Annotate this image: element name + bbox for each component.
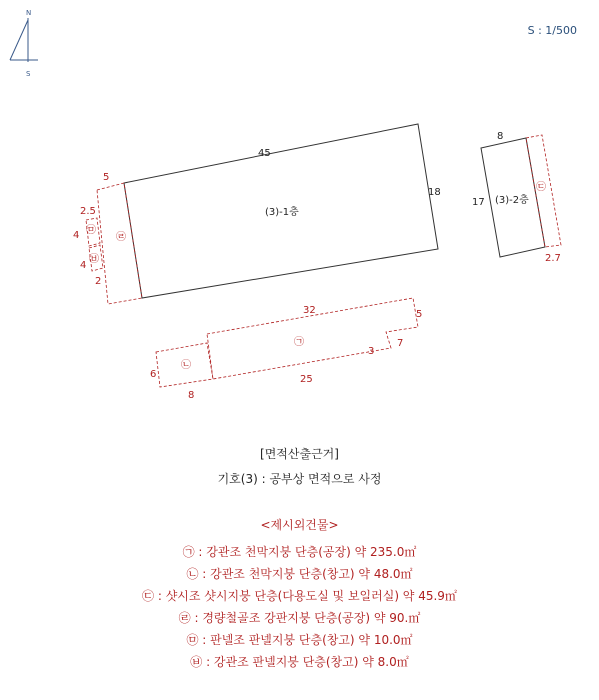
north-label: N — [26, 9, 32, 17]
dim-left-4a: 4 — [73, 230, 80, 241]
legend-item: ㉣ : 경량철골조 강판지붕 단층(공장) 약 90.㎡ — [178, 611, 421, 625]
symbol-e: ㉤ — [86, 225, 96, 236]
scale-label: S : 1/500 — [527, 24, 577, 37]
north-arrow-icon — [10, 9, 38, 78]
dim-second-top: 8 — [497, 131, 504, 142]
annex-d — [97, 183, 142, 304]
legend-item: ㉡ : 강관조 천막지붕 단층(창고) 약 48.0㎡ — [186, 567, 413, 581]
dim-left-4b: 4 — [80, 260, 87, 271]
dim-second-left: 17 — [472, 197, 485, 208]
dim-second-br: 2.7 — [545, 253, 561, 264]
symbol-a: ㉠ — [294, 337, 304, 348]
south-label: S — [26, 70, 31, 78]
legend-item: ㉤ : 판넬조 판넬지붕 단층(창고) 약 10.0㎡ — [186, 633, 413, 647]
legend-item: ㉠ : 강관조 천막지붕 단층(공장) 약 235.0㎡ — [182, 545, 417, 559]
dim-left-2: 2 — [95, 276, 102, 287]
dim-lower-left-w: 8 — [188, 390, 195, 401]
dim-left-2-5: 2.5 — [80, 206, 96, 217]
dim-lower-bottom: 25 — [300, 374, 313, 385]
symbol-c: ㉢ — [536, 182, 546, 193]
symbol-b: ㉡ — [181, 360, 191, 371]
legend-heading: <제시외건물> — [260, 518, 339, 532]
dim-lower-left-h: 6 — [150, 369, 157, 380]
symbol-d: ㉣ — [116, 232, 126, 243]
legend-item: ㉥ : 강관조 판넬지붕 단층(창고) 약 8.0㎡ — [190, 655, 409, 669]
calc-basis-note: 기호(3) : 공부상 면적으로 사정 — [217, 472, 382, 486]
dim-left-top: 5 — [103, 172, 110, 183]
calc-basis-title: [면적산출근거] — [260, 447, 339, 461]
dim-main-right: 18 — [428, 187, 441, 198]
dim-lower-top: 32 — [303, 305, 316, 316]
dim-main-top: 45 — [258, 148, 271, 159]
legend-item: ㉢ : 샷시조 샷시지붕 단층(다용도실 및 보일러실) 약 45.9㎡ — [142, 589, 457, 603]
symbol-f: ㉥ — [89, 254, 99, 265]
dim-lower-step-r: 7 — [397, 338, 404, 349]
dim-lower-right: 5 — [416, 309, 423, 320]
label-3-2: (3)-2층 — [495, 195, 529, 206]
label-3-1: (3)-1층 — [265, 207, 299, 218]
dim-lower-step-d: 3 — [368, 346, 375, 357]
